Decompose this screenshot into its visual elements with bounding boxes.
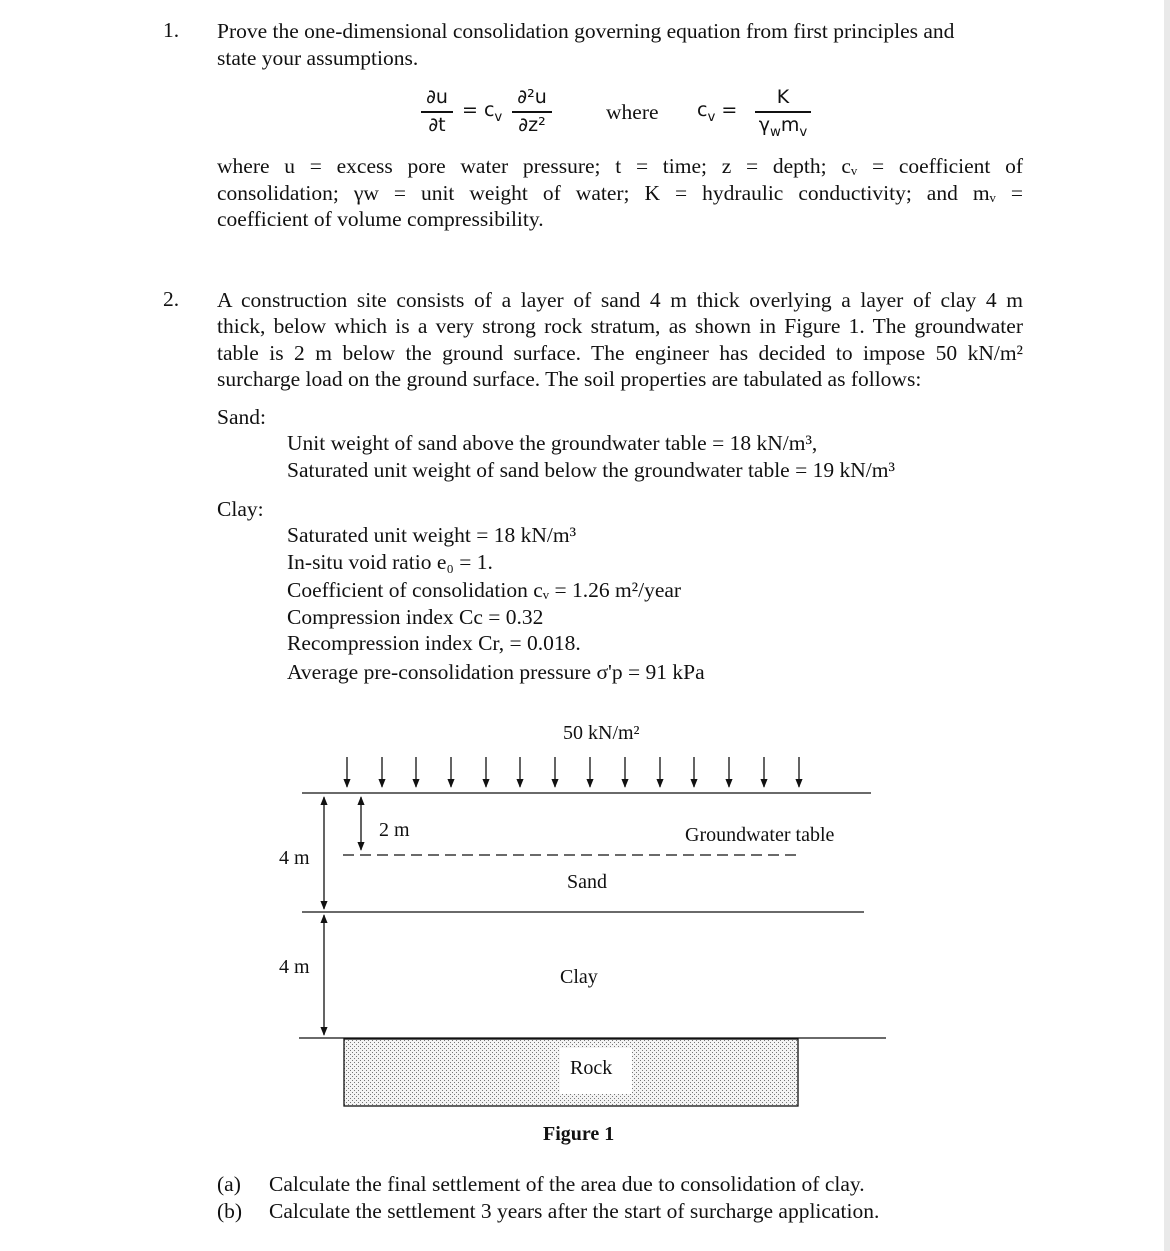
clay-property: Saturated unit weight = 18 kN/m³ [287,523,577,547]
surcharge-load-label: 50 kN/m² [563,722,640,744]
question-1-line: state your assumptions. [217,46,419,70]
dimension-4m-clay-label: 4 m [279,956,310,978]
surcharge-arrows [347,757,799,787]
clay-layer-label: Clay [560,966,598,988]
sub-question-label: (b) [217,1199,243,1223]
question-2-line: A construction site consists of a layer of sand 4 m thick overlying a layer of clay 4 m [217,288,1023,312]
where-line: where u = excess pore water pressure; t = time; z = depth; cᵥ = coefficient of [217,154,1023,178]
sand-property: Unit weight of sand above the groundwater table = 18 kN/m³, [287,431,818,455]
clay-property: Coefficient of consolidation cᵥ = 1.26 m²/year [287,578,682,602]
groundwater-table-label: Groundwater table [685,824,835,846]
question-2-line: thick, below which is a very strong rock stratum, as shown in Figure 1. The groundwater [217,314,1023,338]
rock-layer-label: Rock [570,1057,613,1079]
figure-caption: Figure 1 [543,1123,615,1145]
eq-gw-mv: $\gamma_wm_v$ [758,114,808,140]
question-1-line: Prove the one-dimensional consolidation governing equation from first principles and [217,19,955,43]
dimension-4m-sand-label: 4 m [279,847,310,869]
eq-dt: ∂t [428,114,446,136]
clay-property: In-situ void ratio e₀ = 1. [287,550,493,574]
clay-property: Average pre-consolidation pressure σ'p = 91 kPa [287,660,705,684]
dimension-2m-label: 2 m [379,819,410,841]
sub-question-text: Calculate the settlement 3 years after the start of surcharge application. [269,1199,880,1223]
clay-property: Compression index Cc = 0.32 [287,605,544,629]
sand-label: Sand: [217,405,266,429]
eq-where: where [606,100,659,124]
sand-property: Saturated unit weight of sand below the groundwater table = 19 kN/m³ [287,458,895,482]
where-line: coefficient of volume compressibility. [217,207,544,231]
question-1-number: 1. [163,18,180,42]
where-line: consolidation; γw = unit weight of water; K = hydraulic conductivity; and mᵥ = [217,181,1023,205]
eq-K: K [776,86,790,108]
eq-equals-cv: = $c_v$ [462,99,503,125]
sub-question-text: Calculate the final settlement of the area due to consolidation of clay. [269,1172,865,1196]
eq-dz2: ∂z² [518,114,546,136]
eq-du: ∂u [426,86,448,108]
eq-cv-def: $c_v$ = [697,99,738,125]
sand-layer-label: Sand [567,871,607,893]
question-2-line: surcharge load on the ground surface. The soil properties are tabulated as follows: [217,367,922,391]
question-2-line: table is 2 m below the ground surface. The engineer has decided to impose 50 kN/m² [217,341,1023,365]
clay-property: Recompression index Cr, = 0.018. [287,631,581,655]
eq-d2u: ∂²u [517,86,547,108]
clay-label: Clay: [217,497,264,521]
sub-question-label: (a) [217,1172,241,1196]
question-2-number: 2. [163,287,180,311]
